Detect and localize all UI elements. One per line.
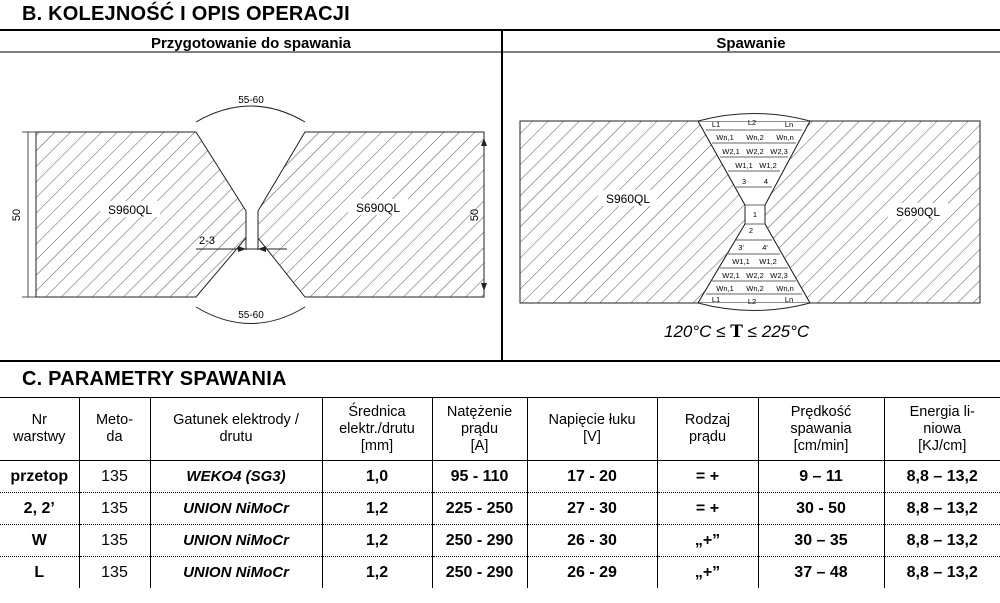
thickness-left-label: 50 (11, 208, 23, 222)
table-cell: 250 - 290 (432, 557, 527, 589)
table-row (0, 525, 1000, 557)
table-cell: 8,8 – 13,2 (884, 461, 1000, 493)
table-cell: 30 – 35 (758, 525, 884, 557)
bead-label: W2,2 (746, 147, 764, 156)
table-cell: 2, 2’ (0, 493, 79, 525)
table-cell: przetop (0, 461, 79, 493)
table-cell: 8,8 – 13,2 (884, 557, 1000, 589)
temp-max: 225°C (761, 322, 810, 341)
column-header-line: Prędkość (790, 403, 852, 420)
bead-label: Wn,2 (746, 284, 764, 293)
bead-label: W2,1 (722, 271, 740, 280)
bead-label: Wn,1 (716, 133, 734, 142)
table-cell: UNION NiMoCr (150, 557, 322, 589)
column-header-line: prądu (688, 429, 727, 445)
table-cell: 1,0 (322, 461, 432, 493)
column-header-line: Średnica (348, 403, 406, 420)
table-cell: 37 – 48 (758, 557, 884, 589)
column-header-line: drutu (219, 429, 253, 445)
column-header-line: Nr (31, 412, 47, 428)
thickness-right-label: 50 (469, 208, 481, 222)
table-cell: L (0, 557, 79, 589)
column-header-line: Rodzaj (684, 412, 731, 428)
bead-label: Wn,1 (716, 284, 734, 293)
material-left-prep: S960QL (107, 203, 153, 217)
table-cell: 250 - 290 (432, 525, 527, 557)
table-cell: 135 (79, 461, 150, 493)
table-cell: 17 - 20 (527, 461, 657, 493)
bead-label: W2,3 (770, 271, 788, 280)
material-left-weld: S960QL (605, 192, 651, 206)
column-header (79, 398, 150, 461)
bead-label: W2,2 (746, 271, 764, 280)
leq-symbol: ≤ (716, 322, 726, 341)
table-cell: 9 – 11 (758, 461, 884, 493)
temp-symbol: T (730, 322, 743, 342)
table-cell: WEKO4 (SG3) (150, 461, 322, 493)
bead-label: Ln (784, 120, 794, 129)
bead-label: L1 (711, 120, 721, 129)
welding-parameters-table (0, 397, 1000, 588)
column-header (432, 398, 527, 461)
bead-label: L2 (747, 118, 757, 127)
bead-label: Ln (784, 295, 794, 304)
preparation-drawing (22, 106, 487, 324)
bead-label: L1 (711, 295, 721, 304)
table-cell: 1,2 (322, 493, 432, 525)
table-cell: „+” (657, 525, 758, 557)
column-header-line: spawania (790, 420, 852, 437)
table-row (0, 493, 1000, 525)
table-cell: 27 - 30 (527, 493, 657, 525)
column-header-line: [A] (470, 437, 489, 454)
column-header (527, 398, 657, 461)
table-cell: 26 - 30 (527, 525, 657, 557)
column-header-line: prądu (460, 420, 499, 437)
bead-label: Wn,n (776, 133, 794, 142)
table-cell: „+” (657, 557, 758, 589)
table-cell: = + (657, 461, 758, 493)
column-header-line: Energia li- (909, 403, 975, 420)
bead-label: W1,2 (759, 257, 777, 266)
column-header (884, 398, 1000, 461)
table-row (0, 461, 1000, 493)
column-header-line: [cm/min] (793, 437, 849, 454)
bead-label: L2 (747, 297, 757, 306)
column-header-line: da (106, 429, 123, 445)
panel-right-title: Spawanie (716, 35, 786, 52)
temperature-range (664, 322, 809, 342)
gap-label: 2-3 (199, 235, 215, 247)
figure-panel (0, 29, 1000, 362)
table-cell: 135 (79, 525, 150, 557)
column-header-line: [V] (583, 429, 601, 445)
section-c-title: C. PARAMETRY SPAWANIA (22, 368, 287, 390)
temp-min: 120°C (664, 322, 712, 341)
column-header (322, 398, 432, 461)
table-header-row (0, 398, 1000, 461)
bead-label: 3 (741, 177, 747, 186)
angle-top-label: 55-60 (238, 95, 264, 106)
table-cell: UNION NiMoCr (150, 493, 322, 525)
panel-left-title: Przygotowanie do spawania (150, 35, 352, 52)
bead-label: 2 (748, 226, 754, 235)
column-header-line: warstwy (13, 429, 66, 445)
bead-label: 4' (762, 243, 768, 252)
bead-label: 3' (738, 243, 744, 252)
table-row (0, 557, 1000, 589)
column-header-line: Meto- (95, 412, 134, 428)
column-header (758, 398, 884, 461)
bead-label: Wn,n (776, 284, 794, 293)
bead-label: W1,1 (735, 161, 753, 170)
column-header-line: elektr./drutu (339, 420, 415, 437)
column-header (657, 398, 758, 461)
angle-bottom-label: 55-60 (238, 310, 264, 321)
column-header (150, 398, 322, 461)
column-header-line: [mm] (360, 437, 394, 454)
table-cell: UNION NiMoCr (150, 525, 322, 557)
material-right-prep: S690QL (355, 201, 401, 215)
material-right-weld: S690QL (895, 205, 941, 219)
column-header-line: Gatunek elektrody / (173, 412, 299, 428)
section-b-title: B. KOLEJNOŚĆ I OPIS OPERACJI (22, 3, 350, 25)
table-cell: 8,8 – 13,2 (884, 525, 1000, 557)
table-cell: 26 - 29 (527, 557, 657, 589)
bead-label: 4 (763, 177, 769, 186)
table-cell: 135 (79, 557, 150, 589)
column-header-line: niowa (923, 420, 962, 437)
column-header-line: Natężenie (446, 403, 513, 420)
table-cell: 135 (79, 493, 150, 525)
table-cell: 1,2 (322, 557, 432, 589)
bead-label: Wn,2 (746, 133, 764, 142)
column-header (0, 398, 79, 461)
table-cell: 30 - 50 (758, 493, 884, 525)
table-cell: 225 - 250 (432, 493, 527, 525)
table-cell: 1,2 (322, 525, 432, 557)
table-cell: 8,8 – 13,2 (884, 493, 1000, 525)
table-cell: W (0, 525, 79, 557)
leq-symbol: ≤ (747, 322, 757, 341)
column-header-line: [KJ/cm] (918, 437, 967, 454)
bead-label: 1 (752, 210, 758, 219)
bead-label: W1,1 (732, 257, 750, 266)
bead-label: W2,1 (722, 147, 740, 156)
column-header-line: Napięcie łuku (548, 412, 636, 428)
bead-label: W2,3 (770, 147, 788, 156)
bead-label: W1,2 (759, 161, 777, 170)
table-cell: = + (657, 493, 758, 525)
table-cell: 95 - 110 (432, 461, 527, 493)
